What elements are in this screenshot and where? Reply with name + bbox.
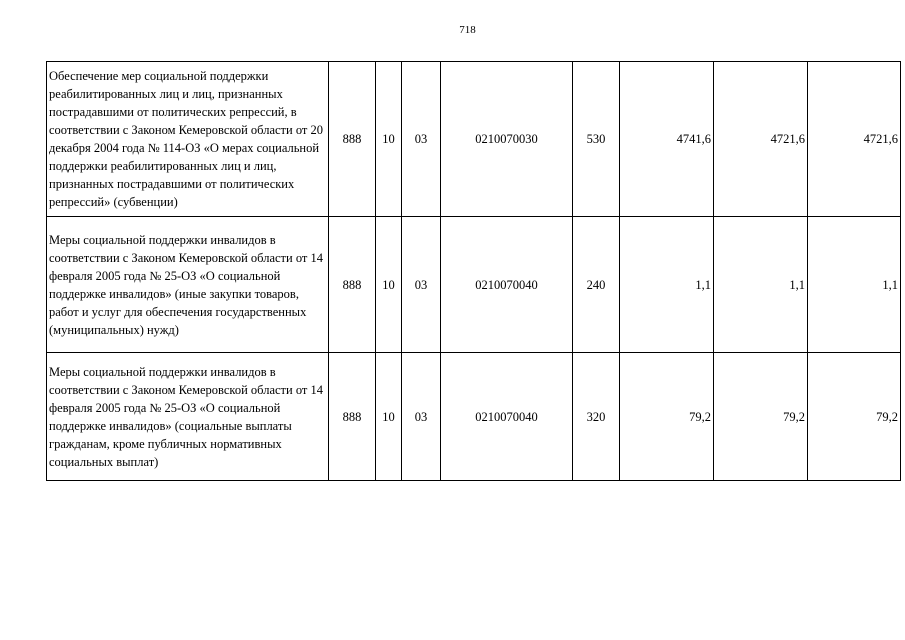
amount-year-3: 79,2 [808, 353, 901, 481]
table-row [47, 217, 901, 353]
expense-type-code: 320 [573, 353, 620, 481]
target-article-code: 0210070040 [441, 353, 573, 481]
amount-year-3: 4721,6 [808, 62, 901, 217]
target-article-code: 0210070040 [441, 217, 573, 353]
amount-year-1: 4741,6 [620, 62, 714, 217]
expense-type-code: 240 [573, 217, 620, 353]
subsection-code: 03 [402, 353, 441, 481]
amount-year-2: 1,1 [714, 217, 808, 353]
row-description: Меры социальной поддержки инвалидов в соответствии с Законом Кемеровской области от 14 февраля 2005 года № 25-ОЗ «О социальной поддержке инвалидов» (иные закупки товаров, работ и услуг для обеспечения государственных (муниципальных) нужд) [47, 217, 329, 353]
section-code: 10 [376, 62, 402, 217]
subsection-code: 03 [402, 217, 441, 353]
amount-year-1: 1,1 [620, 217, 714, 353]
ministry-code: 888 [329, 62, 376, 217]
table-row [47, 353, 901, 481]
page-number: 718 [459, 24, 476, 36]
amount-year-3: 1,1 [808, 217, 901, 353]
section-code: 10 [376, 217, 402, 353]
ministry-code: 888 [329, 217, 376, 353]
row-description: Меры социальной поддержки инвалидов в соответствии с Законом Кемеровской области от 14 февраля 2005 года № 25-ОЗ «О социальной поддержке инвалидов» (социальные выплаты гражданам, кроме публичных нормативных социальных выплат) [47, 353, 329, 481]
budget-table [46, 61, 901, 481]
section-code: 10 [376, 353, 402, 481]
amount-year-2: 79,2 [714, 353, 808, 481]
amount-year-2: 4721,6 [714, 62, 808, 217]
table-row [47, 62, 901, 217]
ministry-code: 888 [329, 353, 376, 481]
subsection-code: 03 [402, 62, 441, 217]
target-article-code: 0210070030 [441, 62, 573, 217]
amount-year-1: 79,2 [620, 353, 714, 481]
row-description: Обеспечение мер социальной поддержки реабилитированных лиц и лиц, признанных пострадавшими от политических репрессий, в соответствии с Законом Кемеровской области от 20 декабря 2004 года № 114-ОЗ «О мерах социальной поддержки реабилитированных лиц и лиц, признанных пострадавшими от политических репрессий» (субвенции) [47, 62, 329, 217]
expense-type-code: 530 [573, 62, 620, 217]
